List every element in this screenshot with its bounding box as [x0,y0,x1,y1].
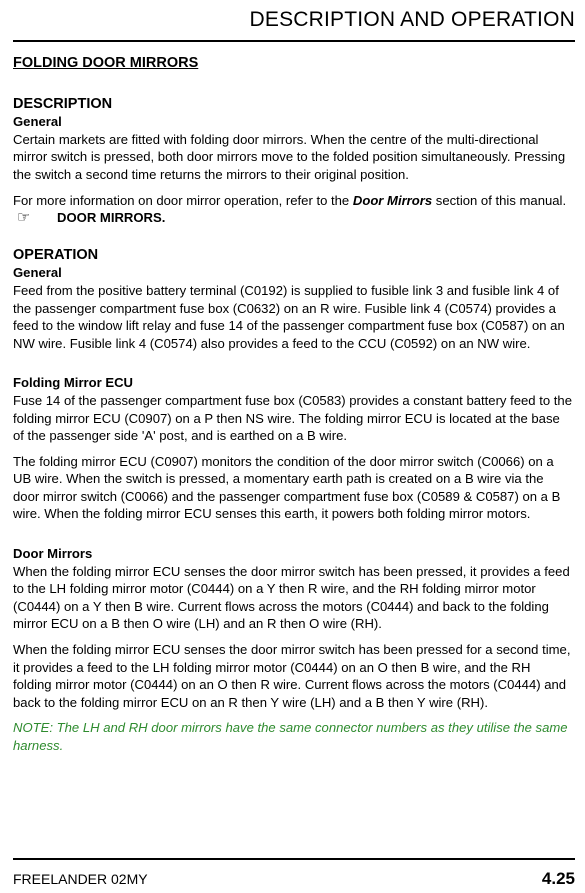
footer-model: FREELANDER 02MY [13,871,148,887]
reference-text-after: section of this manual. [432,192,567,208]
reference-paragraph [13,192,572,210]
ecu-paragraph-2: The folding mirror ECU (C0907) monitors the condition of the door mirror switch (C0066) on a UB wire. When the switch is pressed, a momentary earth path is created on a B wire via the door mirror switch (C0066) and the passenger compartment fuse box (C0589 & C0587) on a B wire. When the folding mirror ECU senses this earth, it powers both folding mirror motors. [13,453,561,522]
section-title: FOLDING DOOR MIRRORS [13,55,199,71]
footer-page-number: 4.25 [541,869,575,888]
operation-general-paragraph: Feed from the positive battery terminal (C0192) is supplied to fusible link 3 and fusible link 4 of the passenger compartment fuse box (C0632) on an R wire. Fusible link 4 (C0574) provides a feed to the window lift relay and fuse 14 of the passenger compartment fuse box (C0587) on an NW wire. Fusible link 4 (C0574) also provides a feed to the CCU (C0592) on an NW wire. [13,282,565,351]
description-paragraph: Certain markets are fitted with folding door mirrors. When the centre of the multi-directional mirror switch is pressed, both door mirrors move to the folded position simultaneously. Pressing the switch a second time returns the mirrors to their original position. [13,131,566,182]
door-mirrors-paragraph-1: When the folding mirror ECU senses the door mirror switch has been pressed, it provides a feed to the LH folding mirror motor (C0444) on a Y then R wire, and the RH folding mirror motor (C0444) on a Y then B wire. Current flows across the motors (C0444) and back to the folding mirror ECU on a B then O wire (LH) and an R then O wire (RH). [13,563,570,632]
pointing-hand-icon: ☞ [17,209,31,227]
description-general-heading: General [13,114,62,130]
ecu-paragraph-1: Fuse 14 of the passenger compartment fuse box (C0583) provides a constant battery feed to the folding mirror ECU (C0907) on a P then NS wire. The folding mirror ECU is located at the base of the passenger side 'A' post, and is earthed on a B wire. [13,392,572,444]
description-heading: DESCRIPTION [13,95,113,112]
operation-heading: OPERATION [13,246,99,263]
door-mirrors-paragraph-2: When the folding mirror ECU senses the door mirror switch has been pressed for a second time, it provides a feed to the LH folding mirror motor (C0444) on an O then B wire, and the RH folding mirror motor (C0444) on an O then R wire. Current flows across the motors (C0444) and back to the folding mirror ECU on an R then Y wire (LH) and a B then Y wire (RH). [13,642,571,710]
door-mirrors-heading: Door Mirrors [13,546,93,562]
reference-text-before: For more information on door mirror operation, refer to the [13,192,353,208]
page-header-title: DESCRIPTION AND OPERATION [249,8,575,31]
note-text: NOTE: The LH and RH door mirrors have the same connector numbers as they utilise the same harness. [13,720,568,753]
door-mirrors-link-text[interactable]: Door Mirrors [352,192,433,208]
page-content [13,52,572,755]
operation-general-heading: General [13,265,62,281]
page-footer [13,858,575,893]
page-header [13,0,575,42]
cross-reference[interactable] [13,209,572,227]
folding-mirror-ecu-heading: Folding Mirror ECU [13,375,134,391]
cross-reference-label[interactable]: DOOR MIRRORS. [57,210,166,226]
